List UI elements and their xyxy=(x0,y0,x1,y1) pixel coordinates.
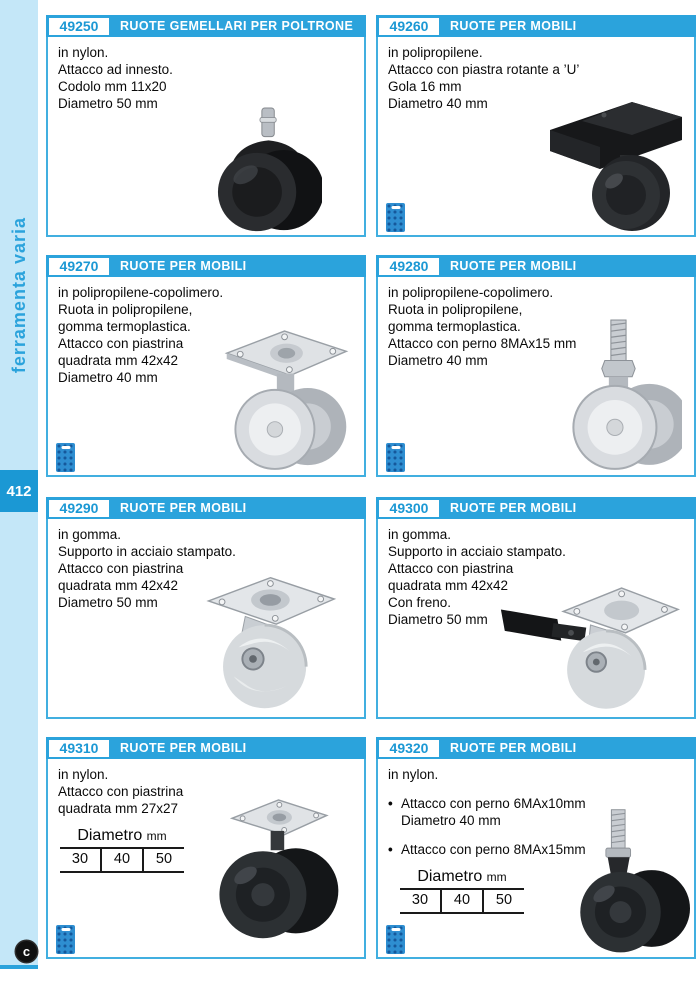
product-header xyxy=(376,15,696,37)
diameter-value: 40 xyxy=(101,848,143,872)
copyright-logo: c xyxy=(16,941,37,962)
description-line: in nylon. xyxy=(58,767,109,782)
product-body xyxy=(376,277,696,477)
description-line: in gomma. xyxy=(58,527,122,542)
page-number-badge: 412 xyxy=(0,470,38,512)
diameter-table xyxy=(60,827,184,873)
product-body xyxy=(46,277,366,477)
product-card-49320 xyxy=(376,737,696,959)
diameter-value: 50 xyxy=(143,848,184,872)
product-body xyxy=(46,519,366,719)
product-code: 49320 xyxy=(379,740,439,757)
product-description xyxy=(378,277,694,369)
diameter-value: 50 xyxy=(483,889,524,913)
category-label: ferramenta varia xyxy=(8,216,29,374)
product-header xyxy=(376,497,696,519)
product-title: RUOTE PER MOBILI xyxy=(120,741,247,755)
product-card-49250 xyxy=(46,15,366,237)
product-card-49260 xyxy=(376,15,696,237)
product-description xyxy=(48,759,364,873)
product-code: 49280 xyxy=(379,258,439,275)
product-title: RUOTE PER MOBILI xyxy=(450,501,577,515)
description-line: Supporto in acciaio stampato. xyxy=(58,544,236,559)
description-line: quadrata mm 27x27 xyxy=(58,801,179,816)
description-line: Ruota in polipropilene, xyxy=(388,302,523,317)
description-line: Attacco con piastrina xyxy=(58,336,184,351)
product-description xyxy=(48,519,364,611)
product-header xyxy=(376,737,696,759)
product-code: 49290 xyxy=(49,500,109,517)
category-sidebar xyxy=(0,0,38,969)
diameter-value: 30 xyxy=(60,848,101,872)
description-line: in polipropilene. xyxy=(388,45,483,60)
bullet-line: • Attacco con perno 8MAx15mm xyxy=(401,842,586,857)
description-line: Attacco ad innesto. xyxy=(58,62,173,77)
bag-icon xyxy=(386,443,405,472)
diameter-value: 30 xyxy=(400,889,441,913)
product-description xyxy=(378,519,694,628)
bullet-line: • Attacco con perno 6MAx10mm xyxy=(401,796,586,811)
description-line: gomma termoplastica. xyxy=(388,319,521,334)
product-card-49270 xyxy=(46,255,366,477)
product-card-49280 xyxy=(376,255,696,477)
description-line: Diametro 40 mm xyxy=(58,370,158,385)
product-description xyxy=(48,277,364,386)
description-line: Codolo mm 11x20 xyxy=(58,79,167,94)
product-header xyxy=(46,255,366,277)
product-title: RUOTE PER MOBILI xyxy=(450,259,577,273)
description-line: in nylon. xyxy=(388,767,439,782)
description-line: Gola 16 mm xyxy=(388,79,462,94)
description-line: in gomma. xyxy=(388,527,452,542)
attachment-options xyxy=(378,795,694,914)
bullet-item xyxy=(388,841,684,858)
product-code: 49260 xyxy=(379,18,439,35)
product-body xyxy=(46,37,366,237)
bullet-item xyxy=(388,795,684,829)
description-line: in nylon. xyxy=(58,45,109,60)
description-line: Attacco con perno 8MAx15 mm xyxy=(388,336,577,351)
description-line: Diametro 50 mm xyxy=(58,595,158,610)
product-body xyxy=(376,37,696,237)
product-header xyxy=(46,737,366,759)
product-description xyxy=(378,759,694,783)
product-header xyxy=(46,15,366,37)
description-line: Diametro 50 mm xyxy=(58,96,158,111)
product-title: RUOTE PER MOBILI xyxy=(120,259,247,273)
description-line: quadrata mm 42x42 xyxy=(58,353,179,368)
bag-icon xyxy=(56,925,75,954)
category-label-wrap xyxy=(0,150,38,440)
bag-icon xyxy=(386,203,405,232)
description-line: gomma termoplastica. xyxy=(58,319,191,334)
description-line: quadrata mm 42x42 xyxy=(58,578,179,593)
product-card-49300 xyxy=(376,497,696,719)
description-line: in polipropilene-copolimero. xyxy=(388,285,554,300)
product-code: 49310 xyxy=(49,740,109,757)
bag-icon xyxy=(56,443,75,472)
product-title: RUOTE PER MOBILI xyxy=(450,19,577,33)
diameter-table-header: Diametro mm xyxy=(400,868,524,889)
product-photo-pin-stem-caster xyxy=(217,106,322,235)
product-body xyxy=(46,759,366,959)
product-description xyxy=(48,37,364,112)
product-card-49290 xyxy=(46,497,366,719)
description-line: Diametro 40 mm xyxy=(388,96,488,111)
description-line: Attacco con piastrina xyxy=(58,561,184,576)
description-line: quadrata mm 42x42 xyxy=(388,578,509,593)
product-code: 49250 xyxy=(49,18,109,35)
description-line: Supporto in acciaio stampato. xyxy=(388,544,566,559)
product-header xyxy=(46,497,366,519)
description-line: in polipropilene-copolimero. xyxy=(58,285,224,300)
description-line: Attacco con piastra rotante a ’U’ xyxy=(388,62,580,77)
product-title: RUOTE PER MOBILI xyxy=(450,741,577,755)
product-header xyxy=(376,255,696,277)
diameter-table-header: Diametro mm xyxy=(60,827,184,848)
diameter-value: 40 xyxy=(441,889,483,913)
product-code: 49270 xyxy=(49,258,109,275)
product-code: 49300 xyxy=(379,500,439,517)
description-line: Attacco con piastrina xyxy=(388,561,514,576)
product-title: RUOTE GEMELLARI PER POLTRONE xyxy=(120,19,354,33)
description-line: Diametro 50 mm xyxy=(388,612,488,627)
product-body xyxy=(376,759,696,959)
description-line: Diametro 40 mm xyxy=(388,353,488,368)
bag-icon xyxy=(386,925,405,954)
diameter-table xyxy=(400,868,524,914)
description-line: Attacco con piastrina xyxy=(58,784,184,799)
description-line: Con freno. xyxy=(388,595,452,610)
description-line: Ruota in polipropilene, xyxy=(58,302,193,317)
product-body xyxy=(376,519,696,719)
product-card-49310 xyxy=(46,737,366,959)
product-description xyxy=(378,37,694,112)
bullet-line: Diametro 40 mm xyxy=(401,813,501,828)
product-title: RUOTE PER MOBILI xyxy=(120,501,247,515)
